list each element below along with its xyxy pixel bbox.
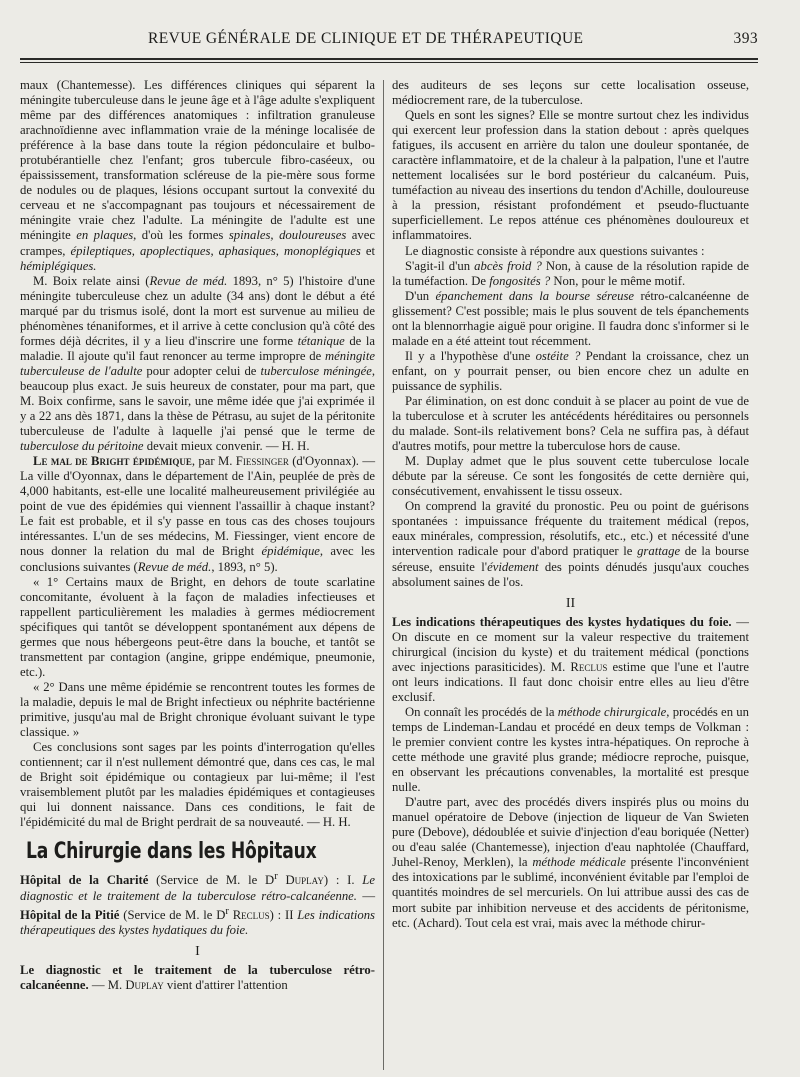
paragraph: des auditeurs de ses leçons sur cette localisation osseuse, médiocrement rare, de la tuberculose. bbox=[392, 78, 749, 108]
paragraph: Il y a l'hypothèse d'une ostéite ? Pendant la croissance, chez un enfant, on y pourrait penser, ou bien encore chez un adulte en puissance de syphilis. bbox=[392, 348, 749, 393]
left-column bbox=[20, 78, 375, 993]
paragraph: D'autre part, avec des procédés divers inspirés plus ou moins du manuel opératoire de Debove (injection de liqueur de Van Swieten pure (Debove), dédoublée et suivie d'injection d'eau boriquée (Netter) ou d'eau salée (Chantemesse), injection d'eau naphtolée (Chauffard, Juhel-Renoy, Merklen), la méthode médicale présente l'inconvénient des intoxications par le sublimé, inconvénient évitable par l'emploi de quantités moindres de sel mercuriels. On lui attribue aussi des cas de mort subite par inhibition nerveuse et des accidents de péritonisme, etc. (Achard). Tout cela est vrai, mais avec la méthode chirur- bbox=[392, 795, 749, 930]
paragraph: D'un épanchement dans la bourse séreuse rétro-calcanéenne de glissement? C'est possible; mais le plus souvent de tels épanchements ont la blennorrhagie aiguë pour origine. Il faudra donc s'informer si le malade en a été atteint tout récemment. bbox=[392, 288, 749, 348]
article-title: Le mal de Bright épidémique bbox=[33, 454, 192, 469]
journal-title: REVUE GÉNÉRALE DE CLINIQUE ET DE THÉRAPEUTIQUE bbox=[148, 30, 584, 47]
paragraph: « 2° Dans une même épidémie se rencontrent toutes les formes de la maladie, depuis le mal de Bright infectieux ou néphrite bactérienne primitive, jusqu'au mal de Bright chronique évoluant suivant le type classique. » bbox=[20, 679, 375, 740]
paragraph: On connaît les procédés de la méthode chirurgicale, procédés en un temps de Lindeman-Landau et procédé en deux temps de Volkman : le premier convient contre les kystes intra-hépatiques. On reproche à cette méthode une gravité plus grande; médiocre reproche, puisque, en observant les précautions convenables, la mortalité est presque nulle. bbox=[392, 704, 749, 795]
column-divider bbox=[383, 80, 384, 1070]
article-kystes: Les indications thérapeutiques des kystes hydatiques du foie. — On discute en ce moment sur la valeur respective du traitement chirurgical (incision du kyste) et du traitement médical (ponctions avec injections parasiticides). M. Reclus estime que l'une et l'autre ont leurs indications. Il faut donc choisir entre elles au lieu d'être exclusif. bbox=[392, 614, 749, 704]
running-header bbox=[20, 30, 758, 52]
right-column bbox=[392, 78, 749, 931]
paragraph: Le diagnostic consiste à répondre aux questions suivantes : bbox=[405, 243, 705, 258]
header-rule-thin bbox=[20, 62, 758, 63]
paragraph: S'agit-il d'un abcès froid ? Non, à cause de la résolution rapide de la tuméfaction. De fongosités ? Non, pour le même motif. bbox=[392, 258, 749, 288]
paragraph: M. Duplay admet que le plus souvent cette tuberculose locale débute par la séreuse. Ce sont les fongosités de cette dernière qui, consécutivement, envahissent le tissu osseux. bbox=[392, 454, 749, 499]
paragraph: M. Boix relate ainsi (Revue de méd. 1893, n° 5) l'histoire d'une méningite tuberculeuse chez un adulte (34 ans) dont le début a été marqué par du trismus isolé, dont la mort est survenue au milieu de phénomènes ténaniformes, et il arrive à cette conclusion qu'à côté des formes déjà décrites, il y a lieu d'inscrire une forme tétanique de la maladie. Il ajoute qu'il faut renoncer au terme impropre de méningite tuberculeuse de l'adulte pour adopter celui de tuberculose méningée, beaucoup plus exact. Je suis heureux de constater, pour ma part, que M. Boix confirme, sans le savoir, une même idée que j'ai exprimée il y a 22 ans dès 1871, dans la thèse de Pétrasu, au sujet de la péritonite tuberculeuse de l'adulte à laquelle j'ai pensé que le terme de tuberculose du péritoine devait mieux convenir. — H. H. bbox=[20, 273, 376, 454]
article-title: Le diagnostic et le traitement de la tuberculose rétro-calcanéenne. bbox=[20, 963, 375, 993]
section-number: I bbox=[195, 944, 200, 960]
paragraph: Par élimination, on est donc conduit à se placer au point de vue de la tuberculose et à scruter les antécédents héréditaires ou personnels du malade. Sont-ils relativement bons? Cela ne suffira pas, à défaut d'autres motifs, pour mettre la tuberculose hors de cause. bbox=[392, 393, 749, 454]
paragraph: On comprend la gravité du pronostic. Peu ou point de guérisons spontanées : impuissance fréquente du traitement médical (repos, eaux minérales, compression, résolutifs, etc., etc.) et nécessité d'une intervention radicale pour d'abord pratiquer le grattage de la bourse séreuse, ensuite l'évidement des points dénudés jusqu'aux couches absolument saines de l'os. bbox=[392, 499, 750, 589]
paragraph: maux (Chantemesse). Les différences cliniques qui séparent la méningite tuberculeuse dans le jeune âge et à l'âge adulte s'expliquent même par des différences anatomiques : infiltration granuleuse arachnoïdienne avec inflammation vraie de la méninge localisée de préférence à la base dans toute la région pédonculaire et bulbo-protubérantielle chez l'enfant; gros tubercule fibro-caséeux, ou épaississement, transformation scléreuse de la pie-mère sous forme de nodules ou de plaques, lésions occupant surtout la convexité du cerveau et ne s'accompagnant pas toujours et nécessairement de méningite vraie chez l'adulte. La méningite de l'adulte est une méningite en plaques, d'où les formes spinales, douloureuses avec crampes, épileptiques, apoplectiques, aphasiques, monoplégiques et hémiplégiques. bbox=[20, 78, 375, 273]
article-title: Les indications thérapeutiques des kystes hydatiques du foie. bbox=[392, 614, 732, 629]
article-bright: Le mal de Bright épidémique, par M. Fiessinger (d'Oyonnax). — La ville d'Oyonnax, dans le département de l'Ain, peuplée de près de 4,000 habitants, est-elle une localité malheureusement privilégiée au point de vue des épidémies qui viennent l'assaillir à chaque instant? Le fait est probable, et il s'y passe en tous cas des choses toujours intéressantes. L'un de ses médecins, M. Fiessinger, vient encore de nous donner la relation du mal de Bright épidémique, avec les conclusions suivantes (Revue de méd., 1893, n° 5). bbox=[20, 454, 376, 574]
article-tuberculose: Le diagnostic et le traitement de la tuberculose rétro-calcanéenne. — M. Duplay vient d'attirer l'attention bbox=[20, 963, 375, 993]
paragraph: « 1° Certains maux de Bright, en dehors de toute scarlatine concomitante, évoluent à la façon de maladies infectieuses et rappellent particulièrement les maladies à germes médiocrement spécifiques qui tantôt se développent spontanément aux dépens de germes que nous hébergeons peut-être dans la bouche, et tantôt se transmettent par contagion (angine, grippe endémique, pneumonie, etc.). bbox=[20, 574, 375, 679]
header-rule bbox=[20, 58, 758, 60]
page-number: 393 bbox=[733, 30, 758, 47]
paragraph: Ces conclusions sont sages par les points d'interrogation qu'elles contiennent; car il n'est nullement démontré que, dans ces cas, le mal de Bright soit épidémique ou contagieux par lui-même; il l'est vraisemblement plutôt par les maladies épidémiques et contagieuses qui lui donnent naissance. Dans ces conditions, le fait de l'épidémicité du mal de Bright perdrait de sa nouveauté. — H. H. bbox=[20, 740, 375, 830]
section-title: La Chirurgie dans les Hôpitaux bbox=[26, 839, 317, 865]
section-number: II bbox=[565, 595, 576, 611]
section-summary: Hôpital de la Charité (Service de M. le $D^r$ Duplay) : I. Le diagnostic et le traitement de la tuberculose rétro-calcanéenne. — Hôpital de la Pitié (Service de M. le $D^r$ Reclus) : II Les indications thérapeutiques des kystes hydatiques du foie. bbox=[20, 871, 376, 937]
paragraph: Quels en sont les signes? Elle se montre surtout chez les individus qui exercent leur profession dans la station debout : après quelques fatigues, ils accusent en arrière du talon une douleur spontanée, de caractère inflammatoire, et de la chaleur à la palpation, l'une et l'autre nettement localisées sur le bord postérieur du calcanéum. Puis, tuméfaction au niveau des insertions du tendon d'Achille, douloureuse à la pression, résistant profondément et pseudo-fluctuante superficiellement. Le repos atténue ces phénomènes douloureux et inflammatoires. bbox=[392, 108, 749, 243]
